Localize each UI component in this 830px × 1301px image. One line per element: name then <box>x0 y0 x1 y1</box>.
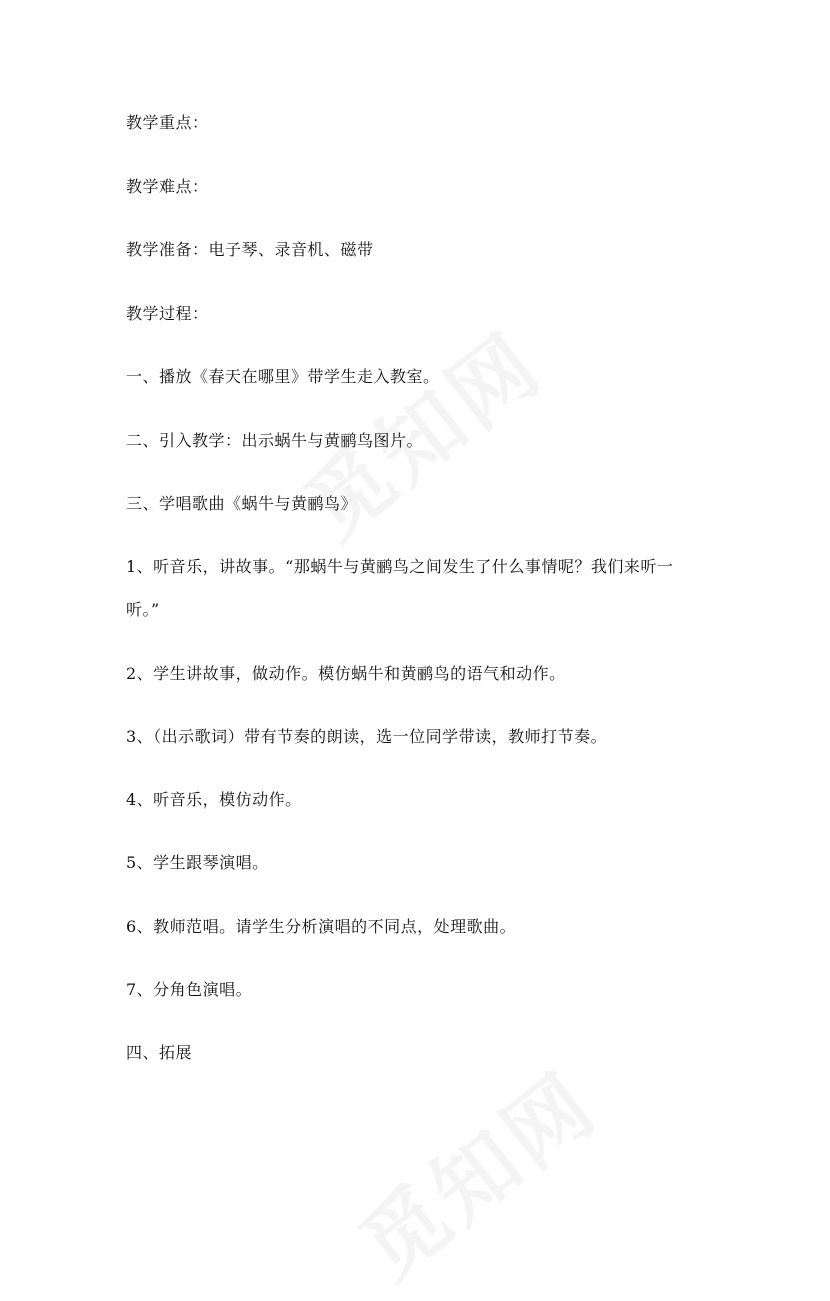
substep-1-line: 1、听音乐，讲故事。“那蜗牛与黄鹂鸟之间发生了什么事情呢？我们来听一 <box>126 557 674 576</box>
teaching-focus-line: 教学重点： <box>126 113 209 132</box>
substep-2-line: 2、学生讲故事，做动作。模仿蜗牛和黄鹂鸟的语气和动作。 <box>126 664 566 683</box>
step-two-line: 二、引入教学：出示蜗牛与黄鹂鸟图片。 <box>126 431 424 450</box>
substep-4-line: 4、听音乐，模仿动作。 <box>126 790 302 809</box>
substep-7-line: 7、分角色演唱。 <box>126 980 253 999</box>
substep-5-line: 5、学生跟琴演唱。 <box>126 853 269 872</box>
step-one-line: 一、播放《春天在哪里》带学生走入教室。 <box>126 367 440 386</box>
substep-6-line: 6、教师范唱。请学生分析演唱的不同点，处理歌曲。 <box>126 917 517 936</box>
teaching-preparation-line: 教学准备：电子琴、录音机、磁带 <box>126 240 374 259</box>
step-four-line: 四、拓展 <box>126 1043 193 1062</box>
substep-1-continuation: 听。” <box>126 600 160 619</box>
step-three-line: 三、学唱歌曲《蜗牛与黄鹂鸟》 <box>126 494 358 513</box>
teaching-difficulty-line: 教学难点： <box>126 177 209 196</box>
watermark <box>331 1040 618 1301</box>
teaching-process-heading: 教学过程： <box>126 304 209 323</box>
substep-3-line: 3、（出示歌词）带有节奏的朗读，选一位同学带读，教师打节奏。 <box>126 727 608 746</box>
